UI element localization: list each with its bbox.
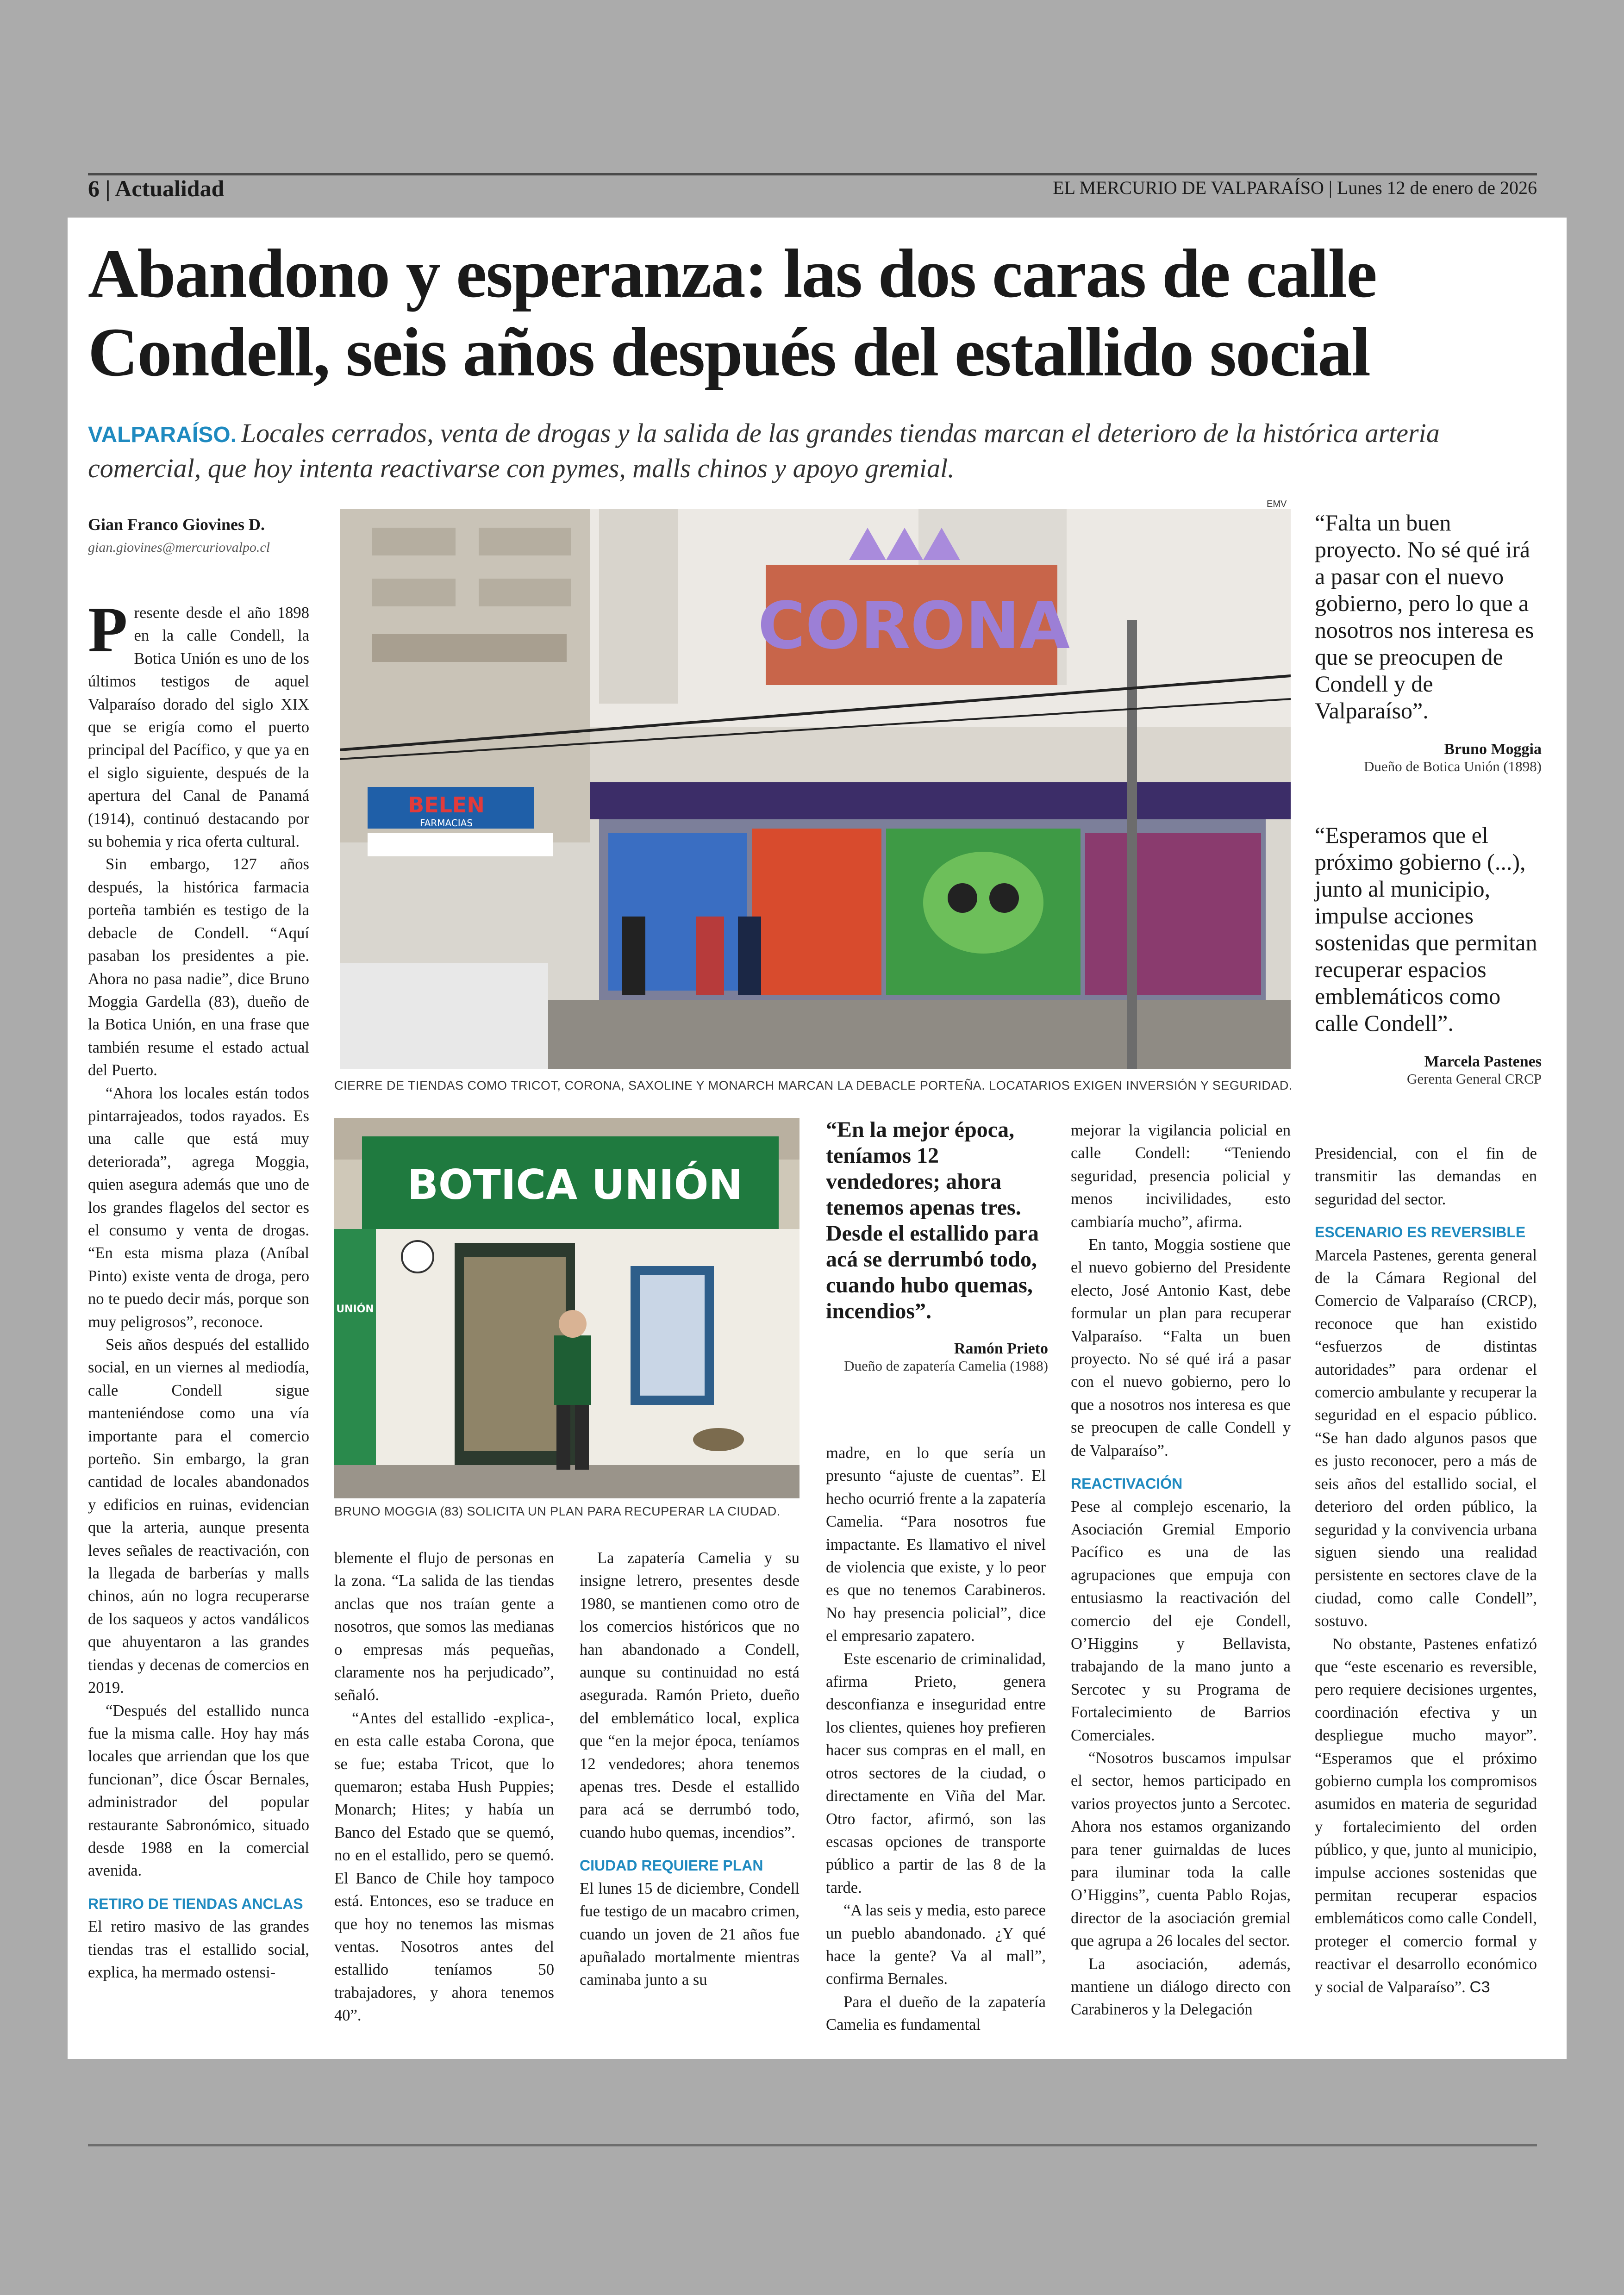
publication-date: Lunes 12 de enero de 2026	[1337, 177, 1537, 198]
article-column-1	[88, 594, 309, 1984]
author-email: gian.giovines@mercuriovalpo.cl	[88, 540, 270, 555]
paragraph-text: resente desde el año 1898 en la calle Condell, la Botica Unión es uno de los últimos testigos de aquel Valparaíso dorado del siglo XIX que se erigía como el puerto principal del Pacífico, y que ya en el siglo siguiente, después de la apertura del Canal de Panamá (1914), continuó destacando por su bohemia y rica oferta cultural.	[88, 604, 309, 851]
pull-quote-prieto	[826, 1117, 1048, 1374]
photo-corona-storefront	[340, 509, 1291, 1069]
article-column-2	[334, 1547, 554, 2027]
byline: Gian Franco Giovines D.	[88, 515, 265, 534]
paragraph	[1315, 1633, 1537, 1999]
lead-kicker: VALPARAÍSO.	[88, 423, 237, 447]
article-column-3	[580, 1547, 800, 1992]
paragraph: blemente el flujo de personas en la zona. “La salida de las tiendas anclas que nos traían gente a nosotros, que somos las medianas o empresas más pequeñas, claramente nos ha perjudicado”, señaló.	[334, 1549, 554, 1704]
paragraph: “Después del estallido nunca fue la misma calle. Hoy hay más locales que arriendan que los que funcionan”, dice Óscar Bernales, administrador del popular restaurante Sabronómico, situado desde 1988 en la comercial avenida.	[88, 1702, 309, 1880]
section-name: Actualidad	[115, 175, 225, 201]
subheading: ESCENARIO ES REVERSIBLE	[1315, 1224, 1526, 1241]
subheading: REACTIVACIÓN	[1071, 1475, 1183, 1492]
headline	[88, 234, 1546, 392]
botica-sign: BOTICA UNIÓN	[407, 1161, 743, 1209]
page-header	[88, 175, 1537, 202]
botica-union-illustration	[334, 1118, 800, 1498]
subheading: CIUDAD REQUIERE PLAN	[580, 1857, 763, 1874]
paragraph: Presidencial, con el fin de transmitir las demandas en seguridad del sector.	[1315, 1145, 1537, 1208]
paragraph: mejorar la vigilancia policial en calle Condell: “Teniendo seguridad, presencia policial y menos incivilidades, esto cambiaría mucho”, afirma.	[1071, 1122, 1291, 1231]
paragraph-text: No obstante, Pastenes enfatizó que “este escenario es reversible, pero requiere decisiones urgentes, coordinación efectiva y un despliegue mucho mayor”. “Esperamos que el próximo gobierno cumpla los compromisos asumidos en materia de seguridad y fortalecimiento del orden público, y que, junto al municipio, impulse acciones sostenidas que permitan recuperar espacios emblemáticos como calle Condell, proteger el comercio formal y reactivar el desarrollo económico y social de Valparaíso”.	[1315, 1635, 1537, 1996]
quote-role: Gerenta General CRCP	[1407, 1071, 1542, 1087]
article-column-5	[1071, 1119, 1291, 2021]
headline-line-1: Abandono y esperanza: las dos caras de calle	[88, 235, 1376, 312]
article-column-4	[826, 1442, 1046, 2037]
paragraph: El retiro masivo de las grandes tiendas tras el estallido social, explica, ha mermado ostensi-	[88, 1918, 309, 1981]
paragraph: La zapatería Camelia y su insigne letrero, presentes desde 1980, se mantienen como otro de los comercios históricos que no han abandonado a Condell, aunque su continuidad no está asegurada. Ramón Prieto, dueño del emblemático local, explica que “en la mejor época, teníamos 12 vendedores; ahora tenemos apenas tres. Desde el estallido para acá se derrumbó todo, cuando hubo quemas, incendios”.	[580, 1549, 800, 1841]
paragraph: “A las seis y media, esto parece un pueblo abandonado. ¿Y qué hace la gente? Va al mall”, confirma Bernales.	[826, 1902, 1046, 1988]
botica-side-sign: UNIÓN	[336, 1303, 374, 1315]
quote-name: Ramón Prieto	[954, 1340, 1048, 1357]
lead-text: Locales cerrados, venta de drogas y la salida de las grandes tiendas marcan el deterioro de la histórica arteria comercial, que hoy intenta reactivarse con pymes, malls chinos y apoyo gremial.	[88, 418, 1440, 483]
belen-sign-sub: FARMACIAS	[419, 817, 473, 829]
quote-text: “Falta un buen proyecto. No sé qué irá a pasar con el nuevo gobierno, pero lo que a nosotros nos interesa es que se preocupen de Condell y de Valparaíso”.	[1315, 510, 1534, 723]
paragraph: Este escenario de criminalidad, afirma Prieto, genera desconfianza e inseguridad entre los clientes, quienes hoy prefieren hacer sus compras en el mall, en otros sectores de la ciudad, o directamente en Viña del Mar. Otro factor, afirmó, son las escasas opciones de transporte público a partir de las 8 de la tarde.	[826, 1650, 1046, 1896]
paragraph: “Nosotros buscamos impulsar el sector, hemos participado en varios proyectos junto a Sercotec. Ahora nos estamos organizando para tener guirnaldas de luces para iluminar toda la calle O’Higgins”, cuenta Pablo Rojas, director de la asociación gremial que agrupa a 26 locales del sector.	[1071, 1749, 1291, 1950]
street-scene-illustration	[340, 509, 1291, 1069]
drop-cap: P	[88, 594, 128, 666]
quote-name: Bruno Moggia	[1444, 741, 1542, 758]
quote-role: Dueño de Botica Unión (1898)	[1364, 758, 1542, 774]
lead-paragraph	[88, 417, 1532, 485]
paragraph: El lunes 15 de diciembre, Condell fue testigo de un macabro crimen, cuando un joven de 21 años fue apuñalado mortalmente mientras caminaba junto a su	[580, 1879, 800, 1989]
paragraph: “Ahora los locales están todos pintarrajeados, todos rayados. Es una calle que está muy deteriorada”, agrega Moggia, quien asegura además que uno de los grandes flagelos del sector es el consumo y venta de drogas. “En esta misma plaza (Aníbal Pinto) existe venta de droga, pero no te puedo decir más, porque son muy peligrosos”, reconoce.	[88, 1084, 309, 1331]
publication-name: EL MERCURIO DE VALPARAÍSO	[1053, 177, 1324, 198]
quote-text: “En la mejor época, teníamos 12 vendedores; ahora tenemos apenas tres. Desde el estallido para acá se derrumbó todo, cuando hubo quemas, incendios”.	[826, 1117, 1039, 1323]
photo-caption-2: BRUNO MOGGIA (83) SOLICITA UN PLAN PARA RECUPERAR LA CIUDAD.	[334, 1504, 781, 1518]
article-column-6	[1315, 1142, 1537, 1999]
corona-sign: CORONA	[757, 588, 1070, 664]
paragraph: En tanto, Moggia sostiene que el nuevo gobierno del Presidente electo, José Antonio Kast, debe formular un plan para recuperar Valparaíso. “Falta un buen proyecto. No sé qué irá a pasar con el nuevo gobierno, pero lo que a nosotros nos interesa es que se preocupen de calle Condell y de Valparaíso”.	[1071, 1236, 1291, 1459]
page-number: 6	[88, 175, 100, 201]
paragraph: Para el dueño de la zapatería Camelia es fundamental	[826, 1993, 1046, 2034]
section-label: 6 | Actualidad	[88, 175, 225, 201]
paragraph: La asociación, además, mantiene un diálogo directo con Carabineros y la Delegación	[1071, 1955, 1291, 2019]
paragraph	[88, 594, 309, 853]
belen-sign: BELEN	[408, 792, 485, 817]
pull-quote-moggia	[1315, 509, 1542, 775]
paragraph: Pese al complejo escenario, la Asociación Gremial Emporio Pacífico es una de las agrupaciones que empuja con entusiasmo la reactivación del comercio del eje Condell, O’Higgins y Bellavista, trabajando de la mano junto a Sercotec y su Programa de Fortalecimiento de Barrios Comerciales.	[1071, 1497, 1291, 1744]
paragraph: Sin embargo, 127 años después, la histórica farmacia porteña también es testigo de la debacle de Condell. “Aquí pasaban los presidentes a pie. Ahora no pasa nadie”, dice Bruno Moggia Gardella (83), dueño de la Botica Unión, en una frase que también resume el estado actual del Puerto.	[88, 855, 309, 1079]
paragraph: Marcela Pastenes, gerenta general de la Cámara Regional del Comercio de Valparaíso (CRCP), reconoce que han existido “esfuerzos de distintas autoridades” para ordenar el comercio ambulante y recuperar la seguridad en el espacio público. “Se han dado algunos pasos que es justo reconocer, pero a más de seis años del estallido social, el deterioro del orden público, la seguridad y la convivencia urbana siguen siendo una realidad persistente en sectores clave de la ciudad, como calle Condell”, sostuvo.	[1315, 1246, 1537, 1630]
photo-credit: EMV	[1267, 499, 1287, 509]
page-bottom-rule	[88, 2144, 1537, 2146]
quote-text: “Esperamos que el próximo gobierno (...), junto al municipio, impulse acciones sostenidas que permitan recuperar espacios emblemáticos como calle Condell”.	[1315, 822, 1537, 1036]
publication-line: EL MERCURIO DE VALPARAÍSO | Lunes 12 de enero de 2026	[1053, 177, 1537, 198]
paragraph: madre, en lo que sería un presunto “ajuste de cuentas”. El hecho ocurrió frente a la zapatería Camelia. “Para nosotros fue impactante. Es llamativo el nivel de violencia que existe, y lo peor es que no tenemos Carabineros. No hay presencia policial”, dice el empresario zapatero.	[826, 1444, 1046, 1645]
photo-botica-union	[334, 1118, 800, 1498]
photo-caption-1: CIERRE DE TIENDAS COMO TRICOT, CORONA, SAXOLINE Y MONARCH MARCAN LA DEBACLE PORTEÑA. LOCATARIOS EXIGEN INVERSIÓN Y SEGURIDAD.	[334, 1079, 1293, 1092]
paragraph: “Antes del estallido -explica-, en esta calle estaba Corona, que se fue; estaba Tricot, que lo quemaron; estaba Hush Puppies; Monarch; Hites; y había un Banco del Estado que se quemó, no en el estallido, pero se quemó. El Banco de Chile hoy tampoco está. Entonces, eso se traduce en que hoy no tenemos las mismas ventas. Nosotros antes del estallido teníamos 50 trabajadores, y ahora tenemos 40”.	[334, 1709, 554, 2025]
pull-quote-pastenes	[1315, 822, 1542, 1087]
quote-name: Marcela Pastenes	[1424, 1053, 1542, 1070]
paragraph: Seis años después del estallido social, en un viernes al mediodía, calle Condell sigue manteniéndose como una vía importante para el comercio porteño. Sin embargo, la gran cantidad de locales abandonados y edificios en ruinas, evidencian que la arteria, aunque presenta leves señales de reactivación, con la llegada de barberías y malls chinos, aún no logra recuperarse de los saqueos y actos vandálicos que ahuyentaron a las grandes tiendas y decenas de comercios en 2019.	[88, 1336, 309, 1697]
subheading: RETIRO DE TIENDAS ANCLAS	[88, 1895, 303, 1912]
end-mark: C3	[1469, 1978, 1490, 1996]
headline-line-2: Condell, seis años después del estallido social	[88, 314, 1370, 391]
quote-role: Dueño de zapatería Camelia (1988)	[844, 1358, 1048, 1374]
